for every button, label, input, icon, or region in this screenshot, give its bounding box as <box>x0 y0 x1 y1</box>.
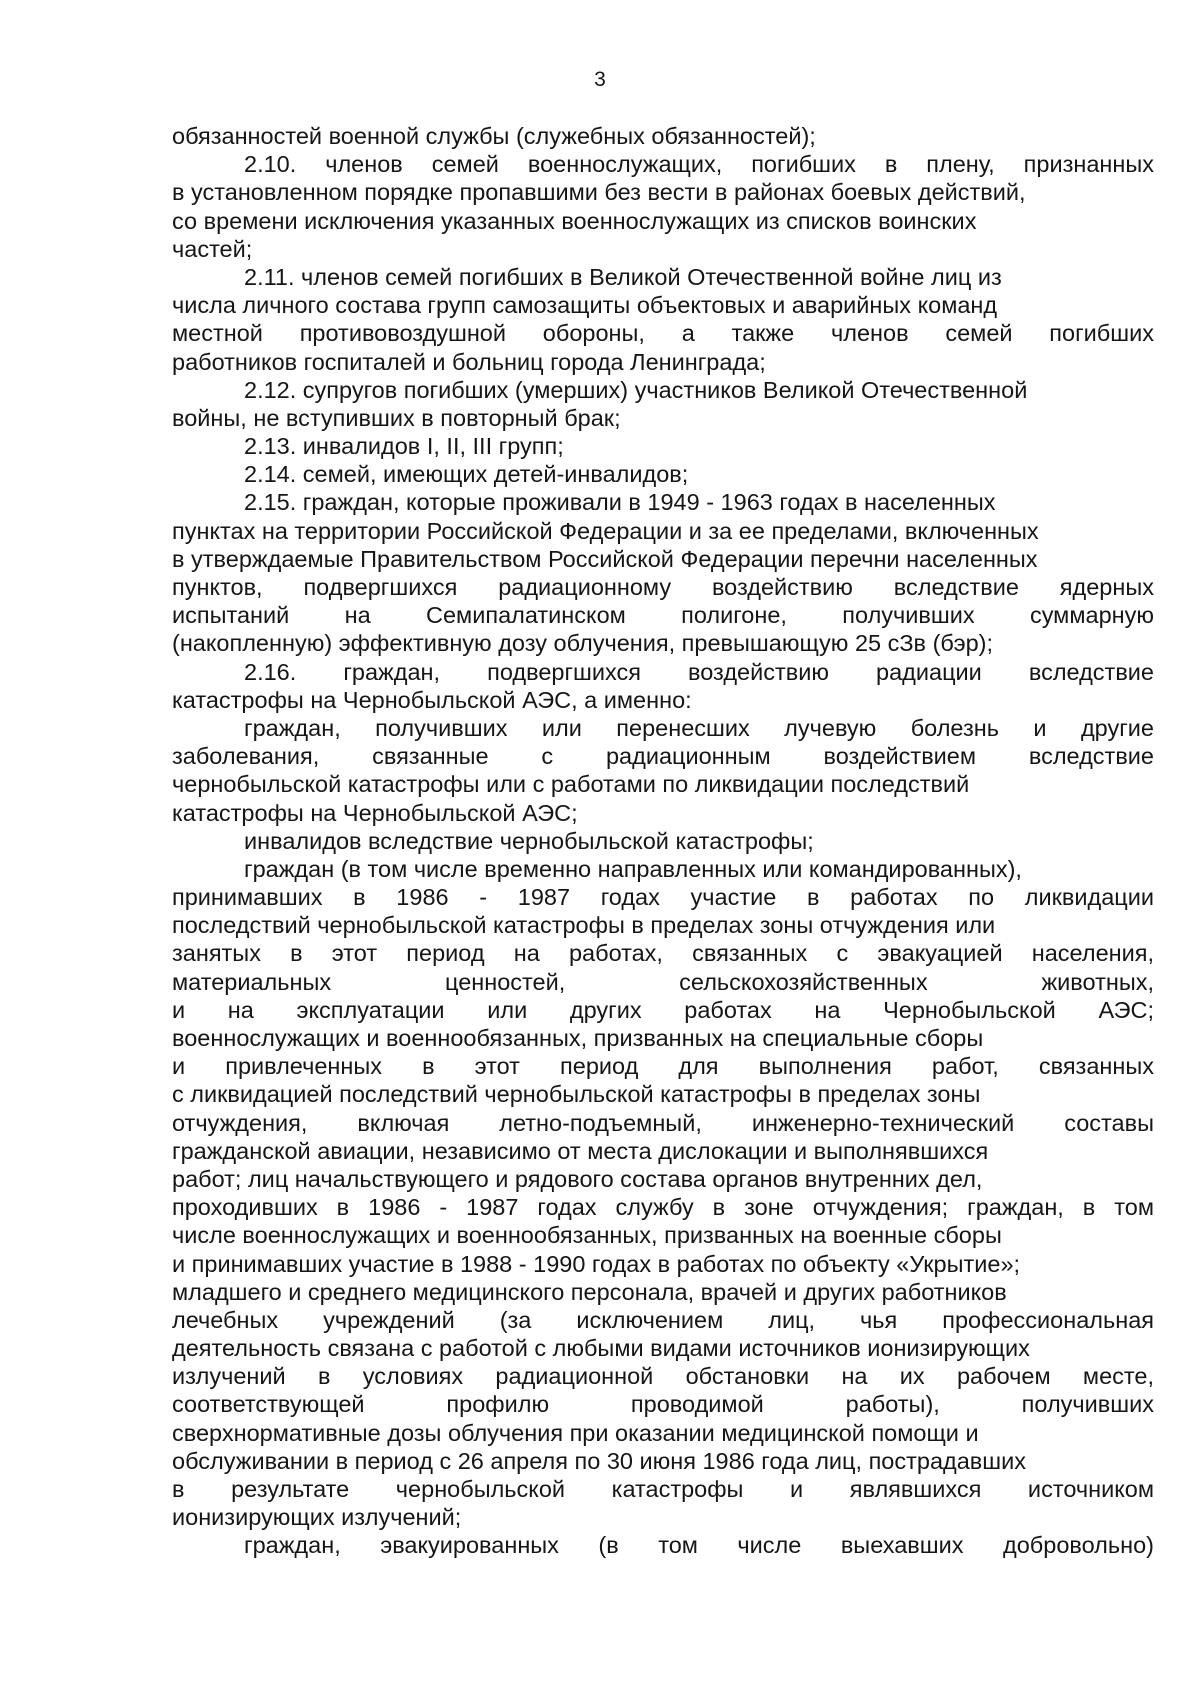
text-line: с ликвидацией последствий чернобыльской катастрофы в пределах зоны <box>172 1081 981 1108</box>
text-line: числе военнослужащих и военнообязанных, призванных на военные сборы <box>172 1222 1002 1249</box>
text-line: (накопленную) эффективную дозу облучения, превышающую 25 сЗв (бэр); <box>172 630 994 657</box>
text-line: граждан (в том числе временно направленных или командированных), <box>244 855 1022 882</box>
text-line: лечебных учреждений (за исключением лиц, чья профессиональная <box>172 1306 1154 1333</box>
text-line: сверхнормативные дозы облучения при оказании медицинской помощи и <box>172 1419 979 1446</box>
text-line: войны, не вступивших в повторный брак; <box>172 404 621 431</box>
text-line: соответствующей профилю проводимой работы), получивших <box>172 1391 1154 1418</box>
text-line: работников госпиталей и больниц города Ленинграда; <box>172 348 766 375</box>
text-line: испытаний на Семипалатинском полигоне, получивших суммарную <box>172 602 1154 629</box>
text-line: пунктов, подвергшихся радиационному воздействию вследствие ядерных <box>172 574 1154 600</box>
text-line: чернобыльской катастрофы или с работами по ликвидации последствий <box>172 771 970 798</box>
text-line: числа личного состава групп самозащиты объектовых и аварийных команд <box>172 292 998 319</box>
text-line: 2.13. инвалидов I, II, III групп; <box>244 433 564 460</box>
text-line: граждан, эвакуированных (в том числе выехавших добровольно) <box>244 1532 1154 1559</box>
text-line: гражданской авиации, независимо от места дислокации и выполнявшихся <box>172 1137 989 1164</box>
text-line: в утверждаемые Правительством Российской Федерации перечни населенных <box>172 545 1038 572</box>
text-line: со времени исключения указанных военнослужащих из списков воинских <box>172 207 977 234</box>
text-line: 2.12. супругов погибших (умерших) участников Великой Отечественной <box>244 376 1028 403</box>
text-line: граждан, получивших или перенесших лучевую болезнь и другие <box>244 714 1154 741</box>
text-line: деятельность связана с работой с любыми видами источников ионизирующих <box>172 1335 1030 1362</box>
text-line: местной противовоздушной обороны, а также членов семей погибших <box>172 320 1154 347</box>
text-line: военнослужащих и военнообязанных, призванных на специальные сборы <box>172 1025 984 1051</box>
text-line: излучений в условиях радиационной обстановки на их рабочем месте, <box>172 1363 1154 1390</box>
text-line: 2.15. граждан, которые проживали в 1949 - 1963 годах в населенных <box>244 489 996 516</box>
text-line: принимавших в 1986 - 1987 годах участие в работах по ликвидации <box>172 884 1154 911</box>
text-line: обслуживании в период с 26 апреля по 30 июня 1986 года лиц, пострадавших <box>172 1447 1027 1474</box>
text-line: ионизирующих излучений; <box>172 1504 462 1531</box>
text-line: в результате чернобыльской катастрофы и являвшихся источником <box>172 1476 1154 1502</box>
text-line: в установленном порядке пропавшими без вести в районах боевых действий, <box>172 179 1026 206</box>
text-line: младшего и среднего медицинского персонала, врачей и других работников <box>172 1278 1007 1305</box>
text-line: 2.16. граждан, подвергшихся воздействию радиации вследствие <box>244 658 1154 685</box>
text-line: 2.14. семей, имеющих детей-инвалидов; <box>244 461 689 488</box>
text-line: инвалидов вследствие чернобыльской катастрофы; <box>244 827 814 854</box>
text-line: и принимавших участие в 1988 - 1990 годах в работах по объекту «Укрытие»; <box>172 1250 1021 1277</box>
text-line: катастрофы на Чернобыльской АЭС; <box>172 799 578 826</box>
text-line: заболевания, связанные с радиационным воздействием вследствие <box>172 743 1154 770</box>
page-number: 3 <box>594 68 606 91</box>
text-line: обязанностей военной службы (служебных обязанностей); <box>172 123 816 149</box>
text-line: катастрофы на Чернобыльской АЭС, а именно: <box>172 686 692 713</box>
text-line: отчуждения, включая летно-подъемный, инженерно-технический составы <box>172 1109 1154 1136</box>
text-line: и на эксплуатации или других работах на Чернобыльской АЭС; <box>172 996 1154 1023</box>
text-line: последствий чернобыльской катастрофы в пределах зоны отчуждения или <box>172 912 996 939</box>
text-line: 2.10. членов семей военнослужащих, погибших в плену, признанных <box>244 151 1154 178</box>
text-line: занятых в этот период на работах, связанных с эвакуацией населения, <box>172 940 1154 967</box>
text-line: частей; <box>172 235 253 262</box>
document-body <box>172 122 1154 1560</box>
text-line: работ; лиц начальствующего и рядового состава органов внутренних дел, <box>172 1165 983 1192</box>
text-line: 2.11. членов семей погибших в Великой Отечественной войне лиц из <box>244 263 1002 290</box>
text-line: проходивших в 1986 - 1987 годах службу в зоне отчуждения; граждан, в том <box>172 1194 1154 1221</box>
text-line: и привлеченных в этот период для выполнения работ, связанных <box>172 1053 1154 1080</box>
text-line: материальных ценностей, сельскохозяйственных животных, <box>172 968 1154 995</box>
text-line: пунктах на территории Российской Федерации и за ее пределами, включенных <box>172 517 1039 544</box>
